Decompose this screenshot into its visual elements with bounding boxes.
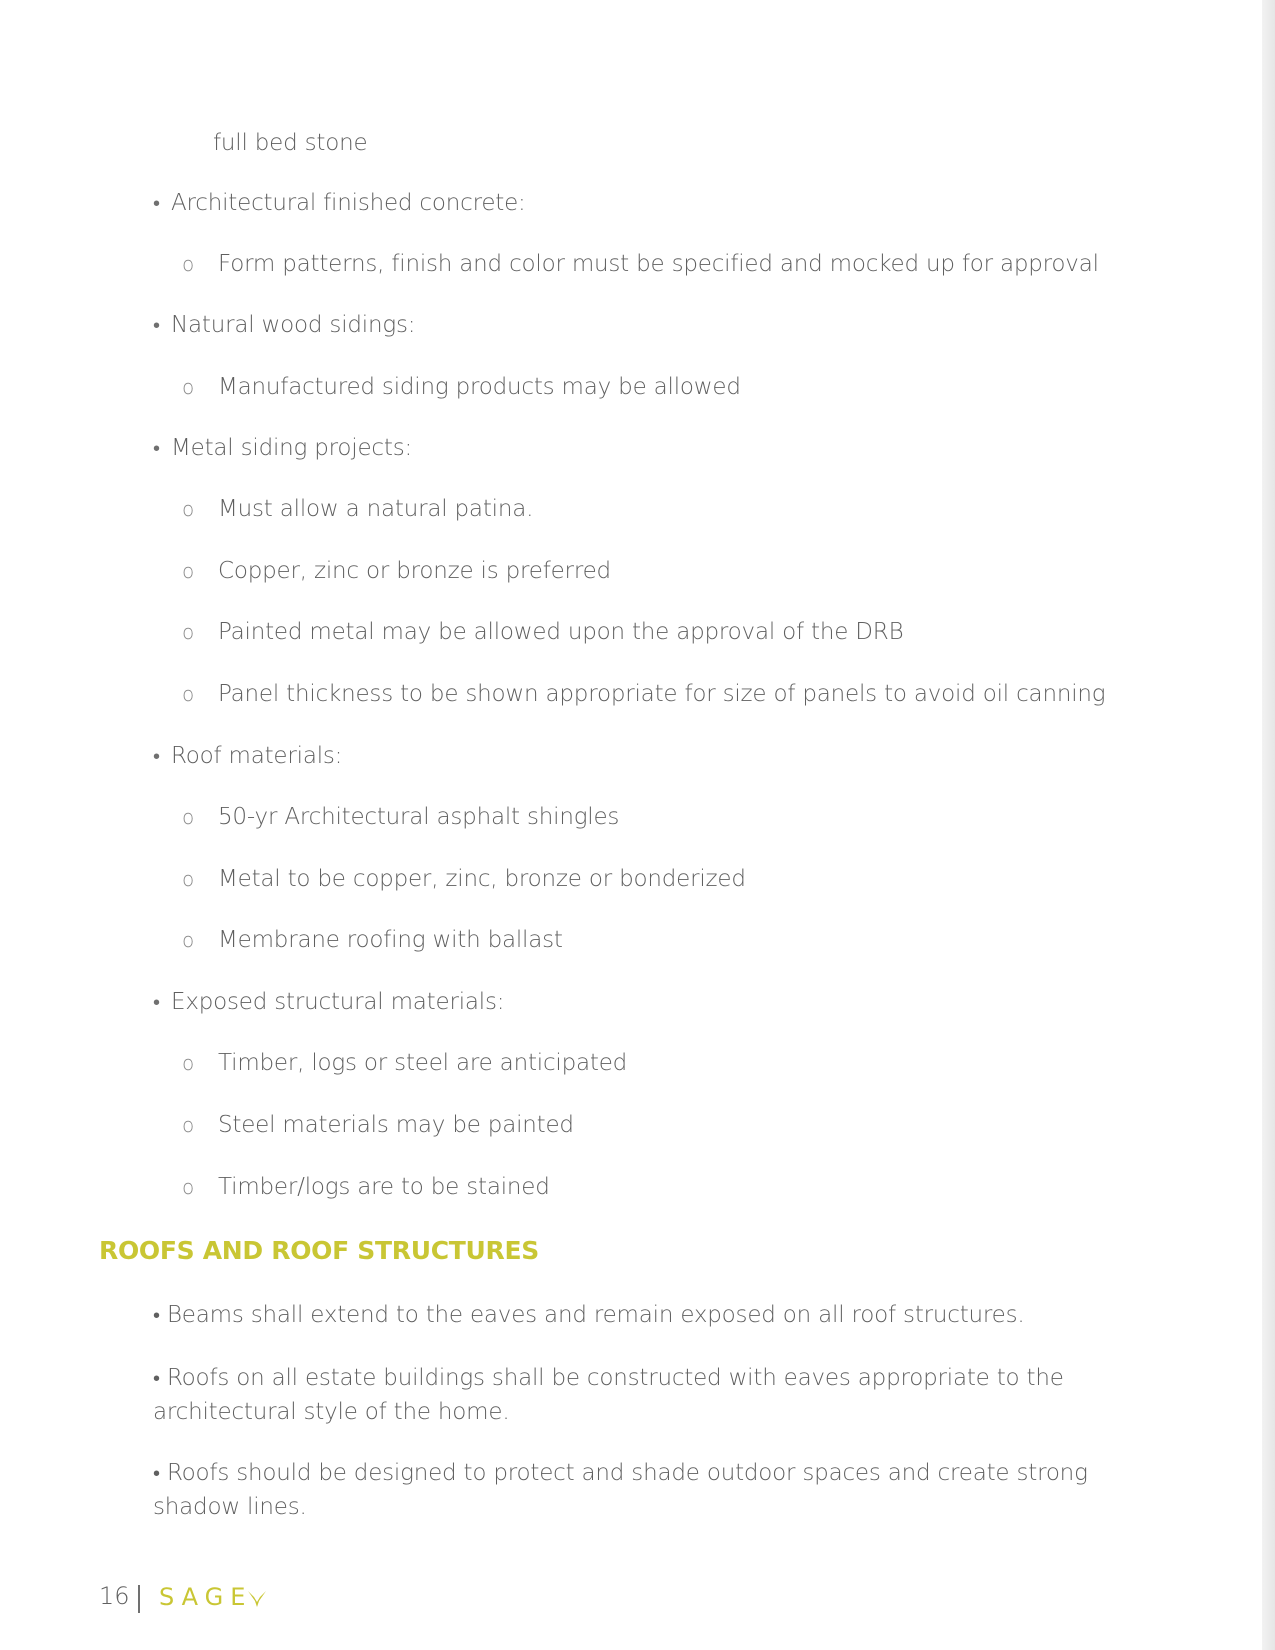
sub-item-text: Copper, zinc or bronze is preferred [218, 558, 611, 584]
list-item [153, 310, 415, 340]
list-item [153, 188, 526, 218]
paragraph-text: Beams shall extend to the eaves and remain exposed on all roof structures. [166, 1302, 1025, 1328]
sub-bullet-icon: o [182, 1175, 195, 1199]
paragraph [153, 1298, 1113, 1332]
sub-item-text: Metal to be copper, zinc, bronze or bonderized [218, 866, 746, 892]
sub-bullet-icon: o [182, 1051, 195, 1075]
paragraph [153, 1361, 1113, 1429]
sub-item-text: 50-yr Architectural asphalt shingles [218, 804, 620, 830]
bullet-icon: • [153, 990, 160, 1014]
sub-bullet-icon: o [182, 682, 195, 706]
sub-bullet-icon: o [182, 867, 195, 891]
leaf-icon [246, 1589, 268, 1609]
list-item [153, 433, 412, 463]
sub-bullet-icon: o [182, 1113, 195, 1137]
sub-item-text: Timber/logs are to be stained [218, 1174, 550, 1200]
list-item-label: Architectural finished concrete: [171, 190, 526, 216]
list-item-label: Metal siding projects: [171, 435, 413, 461]
bullet-icon: • [153, 1303, 160, 1327]
sub-bullet-icon: o [182, 559, 195, 583]
list-item-label: Natural wood sidings: [171, 312, 416, 338]
bullet-icon: • [153, 313, 160, 337]
sub-bullet-icon: o [182, 497, 195, 521]
bullet-icon: • [153, 436, 160, 460]
paragraph [153, 1456, 1113, 1524]
paragraph-text: Roofs should be designed to protect and shade outdoor spaces and create strong shadow lines. [153, 1460, 1088, 1520]
bullet-icon: • [153, 1461, 160, 1485]
list-item-label: Exposed structural materials: [171, 989, 505, 1015]
bullet-icon: • [153, 744, 160, 768]
list-item-label: Roof materials: [171, 743, 343, 769]
continuation-text: full bed stone [213, 130, 368, 156]
footer-divider [138, 1585, 140, 1613]
sub-bullet-icon: o [182, 252, 195, 276]
list-item [153, 741, 342, 771]
list-item [153, 987, 504, 1017]
bullet-icon: • [153, 1366, 160, 1390]
section-heading: ROOFS AND ROOF STRUCTURES [99, 1236, 539, 1265]
sub-item-text: Manufactured siding products may be allowed [218, 374, 741, 400]
sub-item-text: Form patterns, finish and color must be specified and mocked up for approval [218, 251, 1099, 277]
sub-bullet-icon: o [182, 620, 195, 644]
sub-item-text: Panel thickness to be shown appropriate for size of panels to avoid oil canning [218, 681, 1106, 707]
sub-bullet-icon: o [182, 928, 195, 952]
brand-logo-text: SAGE [159, 1583, 253, 1611]
sub-bullet-icon: o [182, 375, 195, 399]
sub-item-text: Membrane roofing with ballast [218, 927, 563, 953]
sub-item-text: Must allow a natural patina. [218, 496, 534, 522]
sub-item-text: Steel materials may be painted [218, 1112, 574, 1138]
sub-item-text: Painted metal may be allowed upon the approval of the DRB [218, 619, 904, 645]
paragraph-text: Roofs on all estate buildings shall be constructed with eaves appropriate to the architectural style of the home. [153, 1365, 1064, 1425]
page-number: 16 [99, 1582, 130, 1610]
page-edge-shadow [1262, 0, 1275, 1650]
sub-bullet-icon: o [182, 805, 195, 829]
sub-item-text: Timber, logs or steel are anticipated [218, 1050, 628, 1076]
bullet-icon: • [153, 191, 160, 215]
